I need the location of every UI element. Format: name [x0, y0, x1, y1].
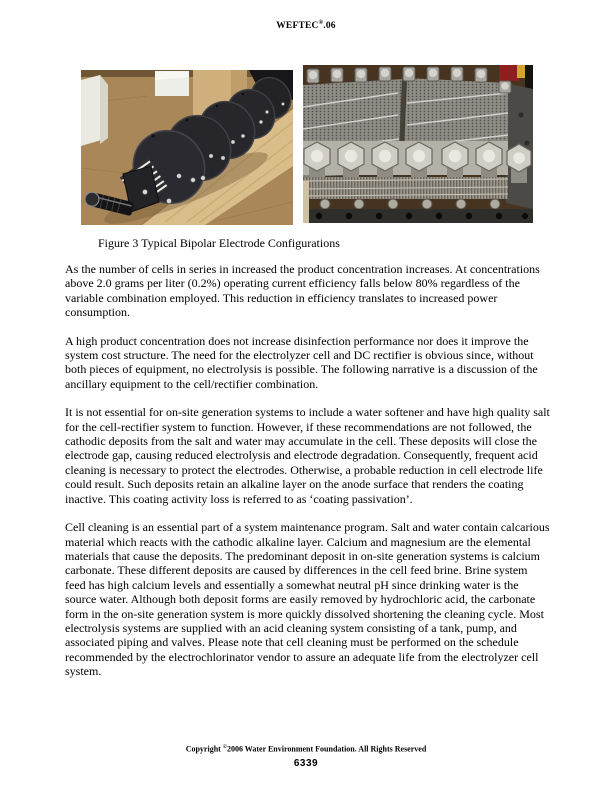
bipolar-electrode-assembly-photo — [81, 70, 293, 225]
copyright-symbol: © — [222, 744, 227, 750]
header-suffix: .06 — [323, 21, 336, 32]
copyright-prefix: Copyright — [185, 744, 223, 754]
electrode-plates-closeup-photo — [303, 65, 533, 223]
figure-caption: Figure 3 Typical Bipolar Electrode Configurations — [98, 236, 340, 250]
header-brand: WEFTEC — [276, 21, 319, 32]
paragraph-water-softener: It is not essential for on-site generation systems to include a water softener and have high quality salt for the cell-rectifier system to function. However, if these recommendations are not followed, the cathodic deposits from the salt and water may accumulate in the cell. These deposits will close the electrode gap, causing reduced electrolysis and electrode degradation. Consequently, frequent acid cleaning is necessary to protect the electrodes. Otherwise, a probable reduction in cell electrode life could result. Such deposits retain an alkaline layer on the anode surface that renders the coating inactive. This coating activity loss is referred to as ‘coating passivation’. — [65, 405, 550, 506]
paragraph-product-concentration: A high product concentration does not increase disinfection performance nor does it improve the system cost structure. The need for the electrolyzer cell and DC rectifier is obvious since, without both pieces of equipment, no electrolysis is possible. The following narrative is a discussion of the ancillary equipment to the cell/rectifier combination. — [65, 333, 538, 391]
footer-copyright — [0, 744, 612, 754]
body-text — [65, 262, 551, 693]
page-number: 6339 — [293, 758, 319, 769]
paragraph-cell-cleaning: Cell cleaning is an essential part of a system maintenance program. Salt and water contain calcarious material which reacts with the cathodic alkaline layer. Calcium and magnesium are the elemental materials that cause the deposits. The predominant deposit in on-site generation systems is calcium carbonate. These different deposits are caused by differences in the cell feed brine. Brine system feed has high calcium levels and essentially a somewhat neutral pH since drinking water is the source water. Although both deposit forms are easily removed by hydrochloric acid, the carbonate form in the on-site generation system is more quickly dissolved shortening the cleaning cycle. Most electrolysis systems are supplied with an acid cleaning system consisting of a tank, pump, and associated piping and valves. Please note that cell cleaning must be performed on the schedule recommended by the electrochlorinator vendor to assure an adequate life from the electrolyzer cell system. — [65, 520, 550, 679]
registered-mark: ® — [318, 20, 324, 26]
copyright-text: 2006 Water Environment Foundation. All Rights Reserved — [226, 744, 427, 754]
paragraph-cell-concentration: As the number of cells in series in increased the product concentration increases. At concentrations above 2.0 grams per liter (0.2%) operating current efficiency falls below 80% regardless of the variable combination employed. This reduction in efficiency translates to increased power consumption. — [65, 262, 540, 320]
page-header — [0, 20, 612, 31]
